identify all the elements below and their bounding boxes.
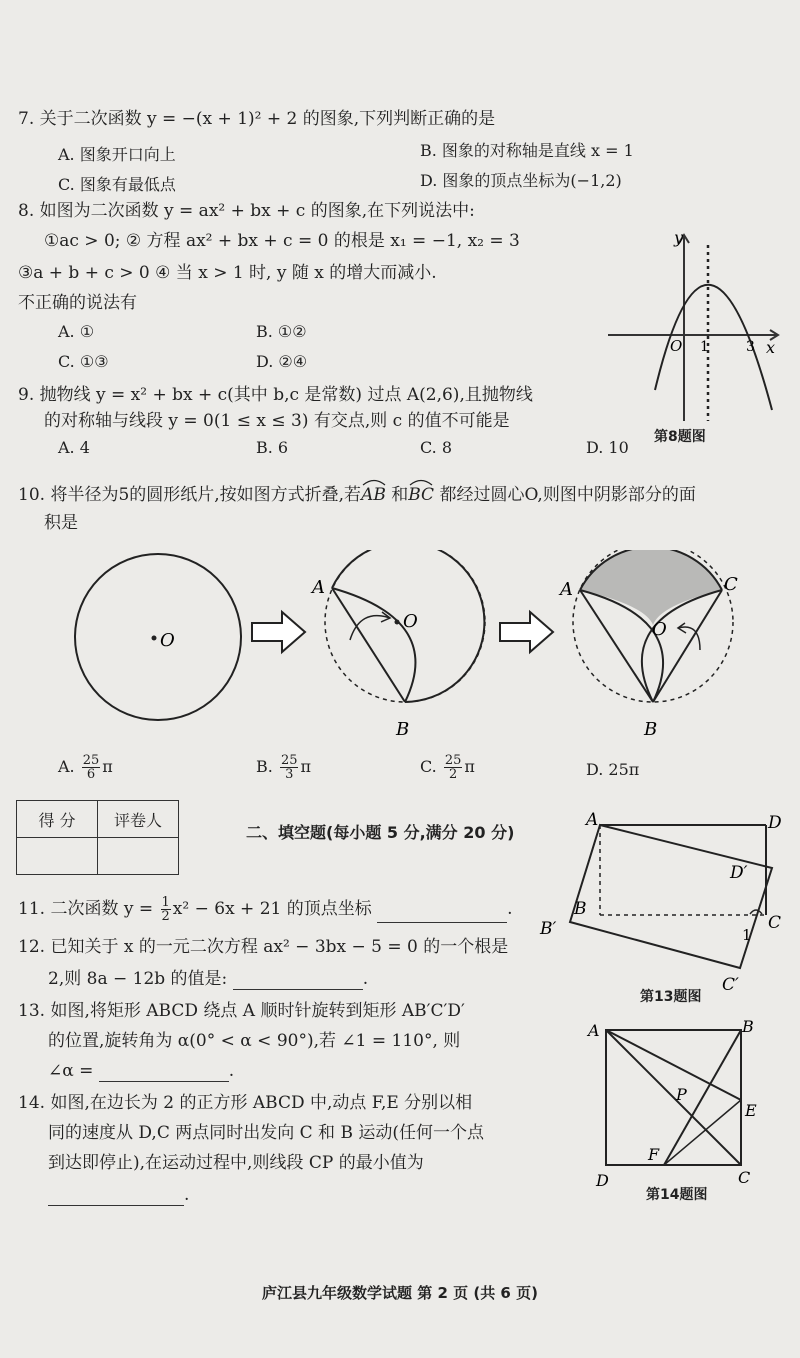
segment-ac <box>606 1030 741 1165</box>
q7-option-a: A. 图象开口向上 <box>58 145 176 164</box>
q14-label-b: B <box>742 1018 754 1036</box>
q12-line2: 2,则 8a − 12b 的值是: . <box>48 969 369 989</box>
circle2-chord-ab <box>332 588 405 702</box>
q9-stem-line2: 的对称轴与线段 y = 0(1 ≤ x ≤ 3) 有交点,则 c 的值不可能是 <box>44 411 510 431</box>
q14-answer-blank[interactable] <box>48 1205 184 1206</box>
q14-answer-line: . <box>48 1184 189 1206</box>
q14-square-figure <box>580 1018 780 1193</box>
q9-option-b: B. 6 <box>256 438 289 457</box>
score-cell[interactable] <box>17 838 98 875</box>
q14-label-d: D <box>596 1171 609 1190</box>
fold-arrow-2-icon <box>500 612 553 652</box>
q14-line1: 14. 如图,在边长为 2 的正方形 ABCD 中,动点 F,E 分别以相 <box>18 1093 473 1113</box>
q10-stem-line1 <box>18 484 696 506</box>
q8-option-d: D. ②④ <box>256 352 308 371</box>
q7-option-b: B. 图象的对称轴是直线 x = 1 <box>420 141 634 160</box>
circle2-center-dot <box>395 620 400 625</box>
q11-line: 11. 二次函数 y = $\frac{1}{2}$ x² − 6x + 21 的顶点坐标 . <box>18 895 513 924</box>
q10-option-d: D. 25π <box>586 760 640 779</box>
q10-folding-figure <box>60 550 760 750</box>
x-axis-label: x <box>766 338 776 357</box>
y-axis-label: y <box>674 228 684 247</box>
tick-3-label: 3 <box>746 339 755 355</box>
circle2-b-label: B <box>396 719 410 740</box>
tick-1-label: 1 <box>700 339 709 355</box>
q13-angle-1-label: 1 <box>742 926 752 944</box>
q7-option-c: C. 图象有最低点 <box>58 175 176 194</box>
q13-line2: 的位置,旋转角为 α(0° < α < 90°),若 ∠1 = 110°, 则 <box>48 1031 461 1051</box>
q10-arc-bc: BC <box>408 484 434 506</box>
circle2-a-label: A <box>312 577 325 598</box>
q14-figure-caption: 第14题图 <box>646 1187 708 1203</box>
q14-label-p: P <box>676 1085 687 1104</box>
q8-figure-caption: 第8题图 <box>654 429 706 445</box>
q13-label-b: B <box>574 899 587 919</box>
q10-option-c: C. $\frac{25}{2}$ π <box>420 753 475 782</box>
segment-ef <box>664 1100 741 1165</box>
q8-statement-1-2: ①ac > 0; ② 方程 ax² + bx + c = 0 的根是 x₁ = −1, x₂ = 3 <box>44 231 520 251</box>
q12-line1: 12. 已知关于 x 的一元二次方程 ax² − 3bx − 5 = 0 的一个根是 <box>18 937 509 957</box>
q13-label-c-prime: C′ <box>722 975 739 995</box>
q7-stem: 7. 关于二次函数 y = −(x + 1)² + 2 的图象,下列判断正确的是 <box>18 109 496 129</box>
q9-option-a: A. 4 <box>58 438 90 457</box>
q10-stem-line2: 积是 <box>44 513 78 533</box>
q8-parabola-figure <box>600 225 790 425</box>
q13-line1: 13. 如图,将矩形 ABCD 绕点 A 顺时针旋转到矩形 AB′C′D′ <box>18 1001 465 1021</box>
q8-statement-3-4: ③a + b + c > 0 ④ 当 x > 1 时, y 随 x 的增大而减小. <box>18 263 437 283</box>
score-header: 得 分 <box>17 801 98 838</box>
q13-label-b-prime: B′ <box>540 919 557 939</box>
q9-stem-line1: 9. 抛物线 y = x² + bx + c(其中 b,c 是常数) 过点 A(2,6),且抛物线 <box>18 385 533 405</box>
circle3-o-label: O <box>652 619 667 640</box>
q13-label-a: A <box>586 810 599 830</box>
circle1-o-label: O <box>160 630 175 651</box>
circle2-o-label: O <box>403 611 418 632</box>
q10-stem-post: 都经过圆心O,则图中阴影部分的面 <box>439 485 696 505</box>
q10-stem-pre: 10. 将半径为5的圆形纸片,按如图方式折叠,若 <box>18 485 362 505</box>
circle3-b-label: B <box>644 719 658 740</box>
q14-label-f: F <box>648 1145 660 1164</box>
origin-label: O <box>670 337 683 355</box>
score-table <box>16 800 179 875</box>
rect-ab2c2d2 <box>570 825 772 968</box>
q8-stem: 8. 如图为二次函数 y = ax² + bx + c 的图象,在下列说法中: <box>18 201 475 221</box>
grader-cell[interactable] <box>98 838 179 875</box>
grader-header: 评卷人 <box>98 801 179 838</box>
q10-and: 和 <box>391 485 409 505</box>
q8-option-c: C. ①③ <box>58 352 109 371</box>
paper-circle <box>75 554 241 720</box>
q13-label-d-prime: D′ <box>730 863 748 883</box>
page-footer: 庐江县九年级数学试题 第 2 页 (共 6 页) <box>262 1284 538 1302</box>
fold-arrow-1-icon <box>252 612 305 652</box>
q10-arc-ab: AB <box>361 484 386 506</box>
q8-option-b: B. ①② <box>256 322 307 341</box>
circle3-c-label: C <box>724 574 738 595</box>
q14-line3: 到达即停止),在运动过程中,则线段 CP 的最小值为 <box>48 1153 424 1173</box>
q10-option-a: A. $\frac{25}{6}$ π <box>58 753 113 782</box>
q14-label-c: C <box>738 1168 751 1187</box>
q10-option-b: B. $\frac{25}{3}$ π <box>256 753 311 782</box>
circle2-fold-arrow <box>350 616 390 640</box>
q9-option-d: D. 10 <box>586 438 629 457</box>
q7-option-d: D. 图象的顶点坐标为(−1,2) <box>420 171 622 190</box>
q14-label-a: A <box>588 1021 600 1040</box>
section-2-heading: 二、填空题(每小题 5 分,满分 20 分) <box>246 823 515 842</box>
q9-option-c: C. 8 <box>420 438 453 457</box>
circle3-fold-arrowhead-icon <box>678 623 686 633</box>
circle3-a-label: A <box>560 579 573 600</box>
q8-question: 不正确的说法有 <box>18 293 137 313</box>
q14-label-e: E <box>745 1101 757 1120</box>
angle-1-arc <box>750 910 762 914</box>
circle2-folded-arc <box>332 588 415 702</box>
center-dot <box>152 636 157 641</box>
q11-answer-blank[interactable] <box>377 922 507 923</box>
q13-figure-caption: 第13题图 <box>640 989 702 1005</box>
q13-answer-blank[interactable] <box>99 1081 229 1082</box>
q14-line2: 同的速度从 D,C 两点同时出发向 C 和 B 运动(任何一个点 <box>48 1123 484 1143</box>
q13-label-d: D <box>768 813 782 833</box>
q8-option-a: A. ① <box>58 322 95 341</box>
q12-answer-blank[interactable] <box>233 989 363 990</box>
q13-label-c: C <box>768 913 782 933</box>
q13-line3: ∠α = . <box>48 1061 235 1081</box>
